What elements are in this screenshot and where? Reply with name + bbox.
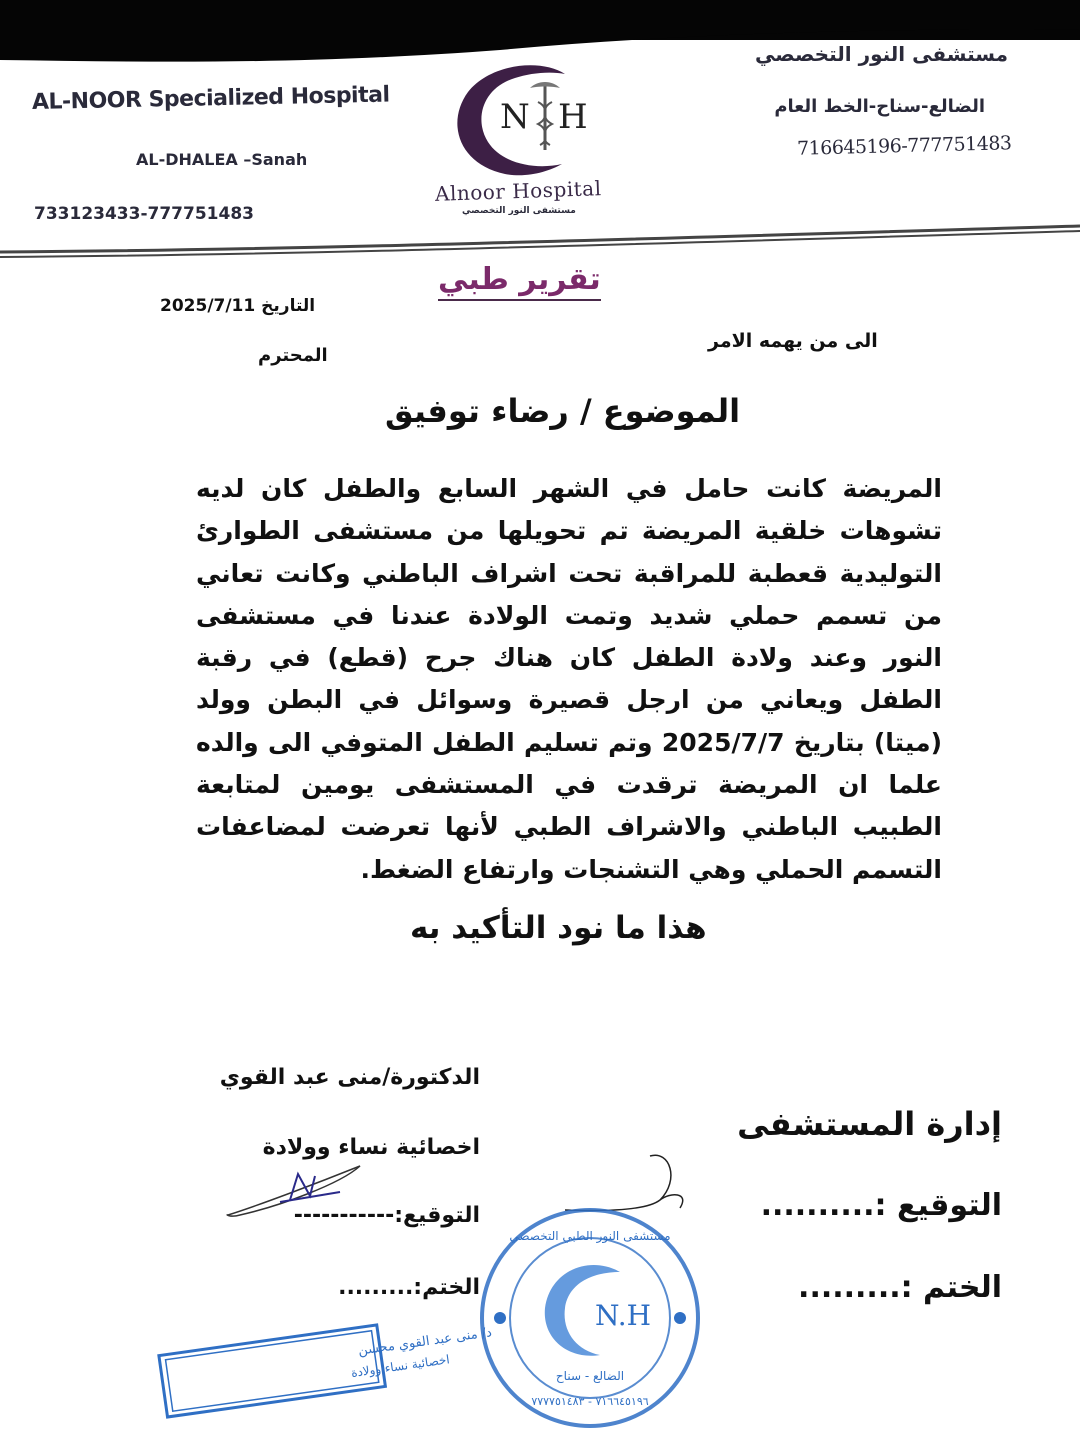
hospital-phones-arabic: 716645196-777751483 <box>797 132 1013 160</box>
administration-title: إدارة المستشفى <box>737 1105 1002 1143</box>
hospital-location-arabic: الضالع-سناح-الخط العام <box>774 96 985 117</box>
doctor-signature <box>220 1160 370 1220</box>
hospital-name-english: AL-NOOR Specialized Hospital <box>31 82 390 115</box>
doctor-seal-label: الختم:......... <box>338 1275 480 1300</box>
administration-signature-label: التوقيع :.......... <box>760 1188 1002 1223</box>
doctor-name: الدكتورة/منى عبد القوي <box>219 1065 480 1090</box>
doctor-stamp-line-1: د/ منى عبد القوي محسن <box>357 1325 493 1359</box>
closing-statement: هذا ما نود التأكيد به <box>410 910 707 946</box>
administration-seal-label: الختم :......... <box>798 1270 1002 1305</box>
hospital-name-arabic: مستشفى النور التخصصي <box>755 42 1008 66</box>
logo-caption-english: Alnoor Hospital <box>434 176 602 206</box>
hospital-round-stamp <box>470 1200 710 1430</box>
report-title: تقرير طبي <box>438 262 601 301</box>
addressee: الى من يهمه الامر <box>708 330 878 352</box>
doctor-stamp-line-2: اخصائية نساء وولادة <box>350 1352 451 1380</box>
doctor-stamp <box>150 1320 493 1420</box>
date-label: التاريخ <box>261 296 316 316</box>
hospital-logo <box>430 62 630 182</box>
report-date <box>160 296 315 316</box>
hospital-phones-english: 733123433-777751483 <box>34 204 254 224</box>
salutation-respected: المحترم <box>258 345 328 366</box>
header-divider <box>0 210 1080 270</box>
stamp-monogram: N.H <box>595 1299 652 1332</box>
report-body: المريضة كانت حامل في الشهر السابع والطفل كان لديه تشوهات خلقية المريضة تم تحويلها من مستشفى الطوارئ التوليدية قعطبة للمراقبة تحت اشراف الباطني وكانت تعاني من تسمم حملي شديد وتمت الولادة عندنا في مستشفى النور وعند ولادة الطفل كان هناك جرح (قطع) في رقبة الطفل ويعاني من ارجل قصيرة وسوائل في البطن وولد (ميتا) بتاريخ 2025/7/7 وتم تسليم الطفل المتوفي الى والده علما ان المريضة ترقدت في المستشفى يومين لمتابعة الطبيب الباطني والاشراف الطبي لأنها تعرضت لمضاعفات التسمم الحملي وهي التشنجات وارتفاع الضغط. <box>196 474 942 884</box>
logo-letter-h: H <box>558 97 588 137</box>
caduceus-icon <box>530 82 560 150</box>
report-subject: الموضوع / رضاء توفيق <box>385 392 741 430</box>
logo-letter-n: N <box>500 97 530 137</box>
doctor-specialty: اخصائية نساء وولادة <box>262 1135 480 1160</box>
stamp-top-text: مستشفى النور الطبي التخصصي <box>509 1229 671 1243</box>
stamp-city-text: الضالع - سناح <box>555 1369 625 1383</box>
logo-caption-arabic: مستشفى النور التخصصي <box>462 206 576 216</box>
doctor-signature-label: التوقيع:----------- <box>293 1203 480 1228</box>
hospital-location-english: AL-DHALEA –Sanah <box>136 150 308 169</box>
date-value: 2025/7/11 <box>160 296 256 316</box>
stamp-phone-text: ٧١٦٦٤٥١٩٦ - ٧٧٧٧٥١٤٨٣ <box>531 1395 649 1408</box>
